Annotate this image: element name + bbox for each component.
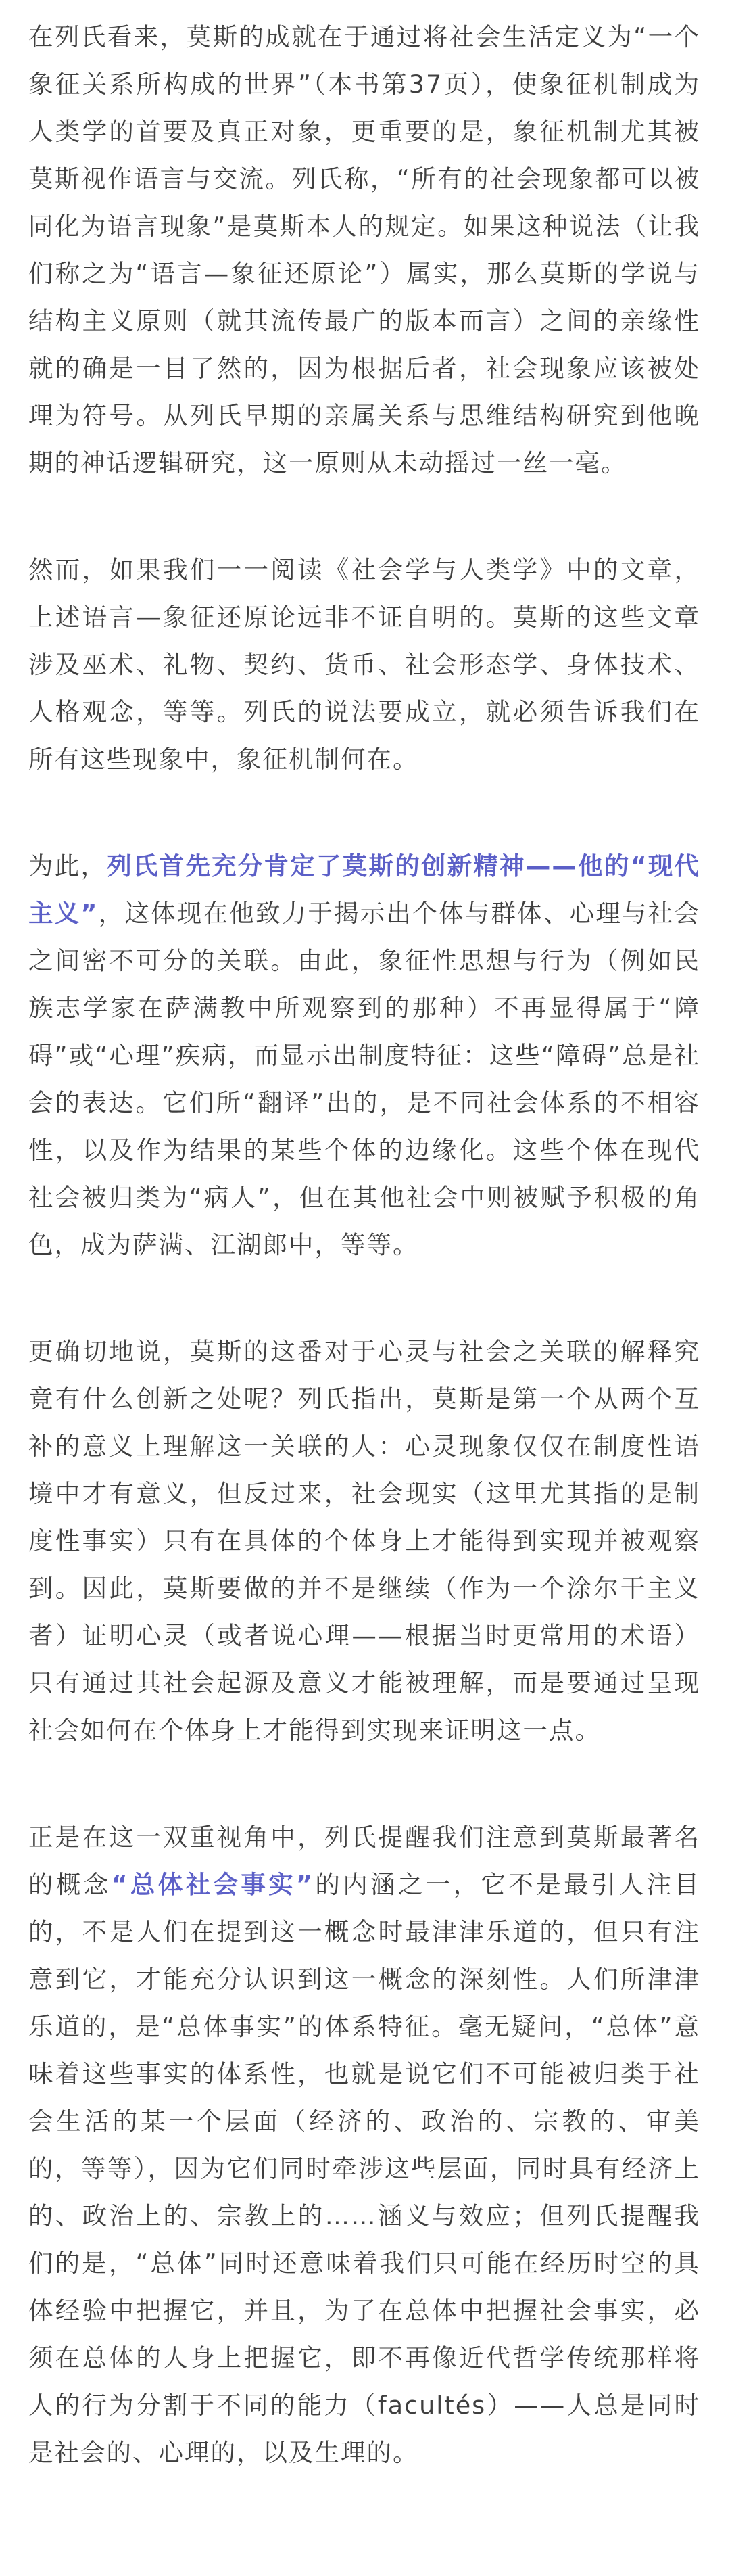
paragraph-4: [28, 1328, 700, 1754]
paragraph-text: ，这体现在他致力于揭示出个体与群体、心理与社会之间密不可分的关联。由此，象征性思想与行为（例如民族志学家在萨满教中所观察到的那种）不再显得属于“障碍”或“心理”疾病，而显示出制度特征：这些“障碍”总是社会的表达。它们所“翻译”出的，是不同社会体系的不相容性，以及作为结果的某些个体的边缘化。这些个体在现代社会被归类为“病人”，但在其他社会中则被赋予积极的角色，成为萨满、江湖郎中，等等。: [28, 899, 700, 1259]
paragraph-text: 为此，: [28, 851, 107, 881]
highlighted-phrase: “总体社会事实”: [111, 1870, 314, 1899]
paragraph-2: [28, 546, 700, 783]
paragraph-text: 在列氏看来，莫斯的成就在于通过将社会生活定义为“一个象征关系所构成的世界”（本书第37页），使象征机制成为人类学的首要及真正对象，更重要的是，象征机制尤其被莫斯视作语言与交流。列氏称，“所有的社会现象都可以被同化为语言现象”是莫斯本人的规定。如果这种说法（让我们称之为“语言—象征还原论”）属实，那么莫斯的学说与结构主义原则（就其流传最广的版本而言）之间的亲缘性就的确是一目了然的，因为根据后者，社会现象应该被处理为符号。从列氏早期的亲属关系与思维结构研究到他晚期的神话逻辑研究，这一原则从未动摇过一丝一毫。: [28, 22, 700, 477]
paragraph-1: [28, 14, 700, 487]
paragraph-3: [28, 843, 700, 1269]
paragraph-text: 然而，如果我们一一阅读《社会学与人类学》中的文章，上述语言—象征还原论远非不证自明的。莫斯的这些文章涉及巫术、礼物、契约、货币、社会形态学、身体技术、人格观念，等等。列氏的说法要成立，就必须告诉我们在所有这些现象中，象征机制何在。: [28, 555, 700, 774]
paragraph-text: 的内涵之一，它不是最引人注目的，不是人们在提到这一概念时最津津乐道的，但只有注意到它，才能充分认识到这一概念的深刻性。人们所津津乐道的，是“总体事实”的体系特征。毫无疑问，“总体”意味着这些事实的体系性，也就是说它们不可能被归类于社会生活的某一个层面（经济的、政治的、宗教的、审美的，等等），因为它们同时牵涉这些层面，同时具有经济上的、政治上的、宗教上的……涵义与效应；但列氏提醒我们的是，“总体”同时还意味着我们只可能在经历时空的具体经验中把握它，并且，为了在总体中把握社会事实，必须在总体的人身上把握它，即不再像近代哲学传统那样将人的行为分割于不同的能力（facultés）——人总是同时是社会的、心理的，以及生理的。: [28, 1870, 701, 2467]
paragraph-text: 正是在这一双重视角中，列氏提醒我们注意到莫斯最著名的概念: [28, 1823, 700, 1899]
highlighted-phrase: 列氏首先充分肯定了莫斯的创新精神——他的“现代主义”: [28, 851, 700, 928]
paragraph-text: 更确切地说，莫斯的这番对于心灵与社会之关联的解释究竟有什么创新之处呢？列氏指出，莫斯是第一个从两个互补的意义上理解这一关联的人：心灵现象仅仅在制度性语境中才有意义，但反过来，社会现实（这里尤其指的是制度性事实）只有在具体的个体身上才能得到实现并被观察到。因此，莫斯要做的并不是继续（作为一个涂尔干主义者）证明心灵（或者说心理——根据当时更常用的术语）只有通过其社会起源及意义才能被理解，而是要通过呈现社会如何在个体身上才能得到实现来证明这一点。: [28, 1337, 700, 1745]
paragraph-5: [28, 1814, 700, 2477]
